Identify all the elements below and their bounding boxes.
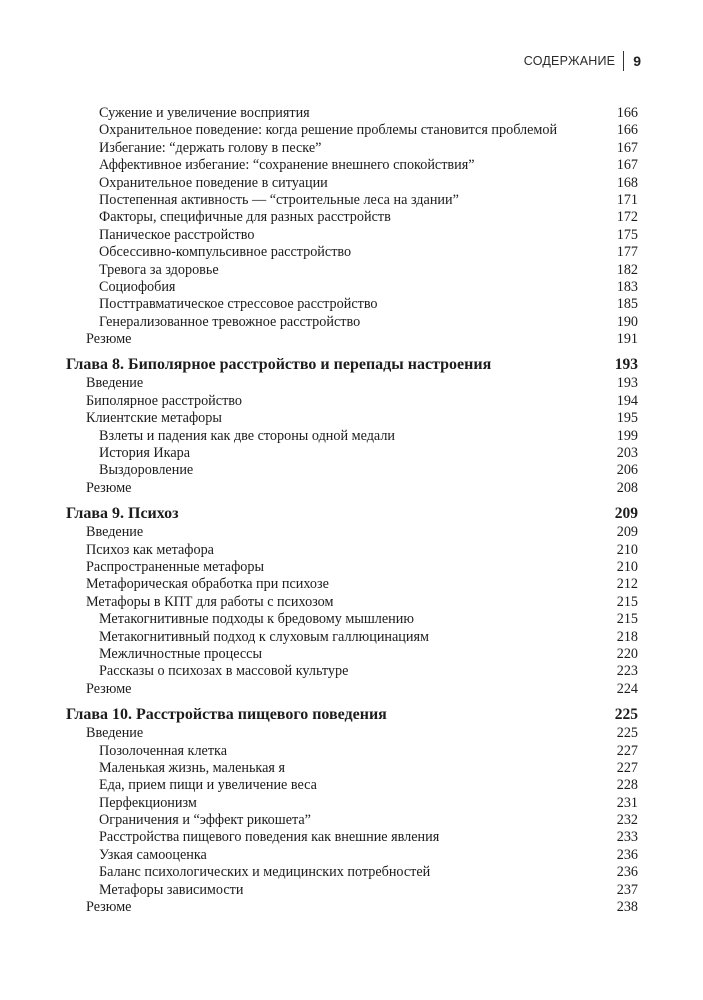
toc-entry <box>66 192 638 209</box>
toc-entry-page: 203 <box>616 445 638 462</box>
toc-entry-page: 236 <box>616 864 638 881</box>
toc-entry <box>66 410 638 427</box>
toc-entry-page: 215 <box>616 593 638 610</box>
toc-entry-title: Резюме <box>86 331 132 348</box>
toc-entry-title: Избегание: “держать голову в песке” <box>99 139 322 156</box>
toc-entry <box>66 105 638 122</box>
toc-entry-title: Охранительное поведение в ситуации <box>99 174 328 191</box>
toc-entry <box>66 244 638 261</box>
toc-entry <box>66 175 638 192</box>
toc-entry-page: 218 <box>616 628 638 645</box>
toc-entry-title: Сужение и увеличение восприятия <box>99 105 310 121</box>
toc-entry <box>66 157 638 174</box>
toc-entry-title: Распространенные метафоры <box>86 558 264 575</box>
toc-entry-title: Тревога за здоровье <box>99 261 219 278</box>
toc-entry-title: Введение <box>86 524 144 541</box>
toc-entry-title: Метакогнитивные подходы к бредовому мышлению <box>99 611 414 628</box>
toc-entry-page: 225 <box>614 706 638 724</box>
toc-entry-page: 210 <box>616 558 638 575</box>
header-divider <box>623 51 624 71</box>
toc-entry-page: 185 <box>616 296 638 313</box>
toc-entry-page: 177 <box>616 244 638 261</box>
toc-entry-title: Взлеты и падения как две стороны одной медали <box>99 427 396 444</box>
toc-entry-title: Постепенная активность — “строительные леса на здании” <box>99 191 459 208</box>
toc-entry <box>66 663 638 680</box>
toc-entry <box>66 314 638 331</box>
toc-entry-title: Генерализованное тревожное расстройство <box>99 313 361 330</box>
toc-entry-title: Обсессивно-компульсивное расстройство <box>99 244 352 261</box>
toc-entry-page: 190 <box>616 313 638 330</box>
toc-entry-page: 193 <box>616 375 638 392</box>
toc-entry-title: Перфекционизм <box>99 794 197 811</box>
toc-entry-page: 233 <box>616 829 638 846</box>
toc-entry-page: 237 <box>616 881 638 898</box>
table-of-contents <box>66 105 638 916</box>
toc-entry-title: Метафоры зависимости <box>99 881 244 898</box>
toc-chapter-entry <box>66 504 638 524</box>
toc-entry <box>66 576 638 593</box>
toc-entry <box>66 227 638 244</box>
running-header <box>524 50 641 72</box>
toc-entry <box>66 743 638 760</box>
toc-entry-page: 182 <box>616 261 638 278</box>
toc-entry <box>66 428 638 445</box>
toc-entry <box>66 445 638 462</box>
toc-entry-page: 175 <box>616 226 638 243</box>
section-title: СОДЕРЖАНИЕ <box>523 54 616 68</box>
toc-entry <box>66 899 638 916</box>
toc-entry <box>66 140 638 157</box>
toc-entry-title: Социофобия <box>99 278 176 295</box>
toc-entry-page: 172 <box>616 209 638 226</box>
toc-entry-title: Расстройства пищевого поведения как внешние явления <box>99 829 440 846</box>
toc-entry <box>66 646 638 663</box>
toc-entry-title: Клиентские метафоры <box>86 410 222 427</box>
toc-entry-title: Охранительное поведение: когда решение проблемы становится проблемой <box>99 122 558 139</box>
toc-entry-page: 238 <box>616 899 638 916</box>
toc-entry-title: Психоз как метафора <box>86 541 214 558</box>
toc-entry-title: Резюме <box>86 899 132 916</box>
toc-entry-page: 209 <box>616 524 638 541</box>
toc-entry-title: Аффективное избегание: “сохранение внешнего спокойствия” <box>99 157 475 174</box>
toc-entry-title: Ограничения и “эффект рикошета” <box>99 812 311 829</box>
toc-entry-page: 223 <box>616 663 638 680</box>
toc-entry-title: Межличностные процессы <box>99 645 262 662</box>
toc-entry <box>66 629 638 646</box>
toc-entry-page: 231 <box>616 794 638 811</box>
toc-entry-page: 227 <box>616 759 638 776</box>
toc-entry-title: Позолоченная клетка <box>99 742 228 759</box>
toc-entry-page: 224 <box>616 680 638 697</box>
toc-entry <box>66 812 638 829</box>
toc-entry <box>66 611 638 628</box>
toc-entry-page: 212 <box>616 576 638 593</box>
toc-entry-page: 209 <box>614 505 638 523</box>
toc-entry <box>66 542 638 559</box>
toc-entry-title: Глава 10. Расстройства пищевого поведения <box>66 706 387 724</box>
toc-entry-title: Баланс психологических и медицинских потребностей <box>99 864 431 881</box>
toc-entry <box>66 279 638 296</box>
page-number: 9 <box>633 53 641 69</box>
toc-entry <box>66 847 638 864</box>
toc-chapter-entry <box>66 705 638 725</box>
toc-entry <box>66 594 638 611</box>
toc-entry <box>66 725 638 742</box>
toc-entry <box>66 480 638 497</box>
toc-entry <box>66 559 638 576</box>
toc-entry-title: Метафоры в КПТ для работы с психозом <box>86 593 334 610</box>
toc-entry-page: 210 <box>616 541 638 558</box>
toc-entry-title: Паническое расстройство <box>99 226 255 243</box>
toc-entry-title: Биполярное расстройство <box>86 392 242 409</box>
toc-entry-page: 206 <box>616 462 638 479</box>
toc-entry-title: Рассказы о психозах в массовой культуре <box>99 663 349 680</box>
toc-entry-page: 199 <box>616 427 638 444</box>
toc-entry <box>66 777 638 794</box>
toc-entry <box>66 524 638 541</box>
toc-entry-page: 168 <box>616 174 638 191</box>
toc-entry-page: 171 <box>616 191 638 208</box>
toc-entry-title: Введение <box>86 725 144 742</box>
toc-entry-page: 232 <box>616 812 638 829</box>
toc-entry-title: История Икара <box>99 445 191 462</box>
toc-entry <box>66 262 638 279</box>
toc-entry <box>66 209 638 226</box>
toc-entry-title: Посттравматическое стрессовое расстройство <box>99 296 378 313</box>
toc-entry <box>66 393 638 410</box>
toc-entry-page: 220 <box>616 645 638 662</box>
toc-entry-page: 166 <box>616 122 638 139</box>
toc-entry-title: Маленькая жизнь, маленькая я <box>99 759 285 776</box>
toc-entry-title: Факторы, специфичные для разных расстройств <box>99 209 391 226</box>
toc-entry-page: 183 <box>616 278 638 295</box>
toc-entry <box>66 882 638 899</box>
toc-entry-title: Глава 8. Биполярное расстройство и перепады настроения <box>66 356 492 374</box>
toc-entry-title: Еда, прием пищи и увеличение веса <box>99 777 317 794</box>
toc-entry-page: 194 <box>616 392 638 409</box>
toc-entry <box>66 375 638 392</box>
toc-entry <box>66 296 638 313</box>
toc-entry-page: 208 <box>616 479 638 496</box>
toc-entry-title: Метафорическая обработка при психозе <box>86 576 329 593</box>
toc-entry-page: 236 <box>616 846 638 863</box>
toc-entry <box>66 829 638 846</box>
toc-entry-title: Резюме <box>86 479 132 496</box>
toc-entry-page: 166 <box>616 105 638 121</box>
toc-entry <box>66 760 638 777</box>
toc-entry-title: Резюме <box>86 680 132 697</box>
toc-entry-title: Узкая самооценка <box>99 846 207 863</box>
toc-entry <box>66 122 638 139</box>
toc-entry <box>66 864 638 881</box>
toc-entry <box>66 331 638 348</box>
toc-entry-page: 191 <box>616 331 638 348</box>
toc-entry-page: 167 <box>616 139 638 156</box>
toc-entry <box>66 795 638 812</box>
toc-entry-page: 225 <box>616 725 638 742</box>
toc-entry-page: 228 <box>616 777 638 794</box>
toc-entry <box>66 462 638 479</box>
toc-entry <box>66 681 638 698</box>
toc-entry-page: 195 <box>616 410 638 427</box>
toc-entry-title: Введение <box>86 375 144 392</box>
toc-entry-page: 227 <box>616 742 638 759</box>
toc-chapter-entry <box>66 355 638 375</box>
toc-entry-title: Выздоровление <box>99 462 194 479</box>
toc-entry-title: Глава 9. Психоз <box>66 505 179 523</box>
toc-entry-page: 167 <box>616 157 638 174</box>
toc-entry-page: 215 <box>616 611 638 628</box>
toc-entry-page: 193 <box>614 356 638 374</box>
toc-entry-title: Метакогнитивный подход к слуховым галлюцинациям <box>99 628 429 645</box>
